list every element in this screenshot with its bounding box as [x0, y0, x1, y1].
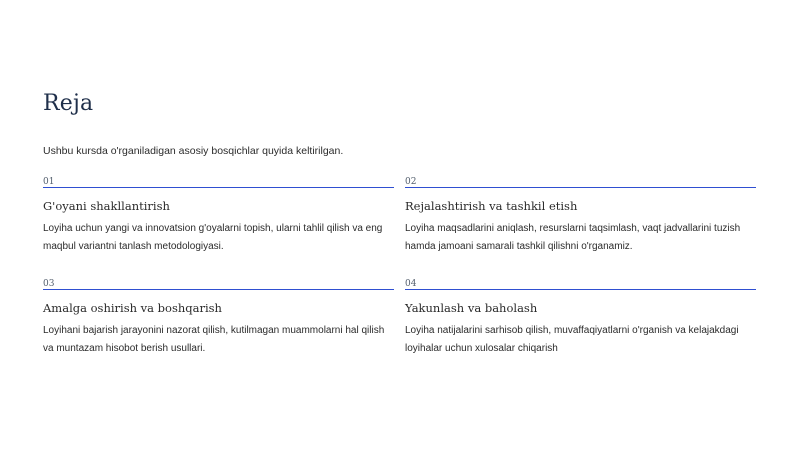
step-divider	[43, 289, 394, 290]
step-title: G'oyani shakllantirish	[43, 199, 170, 213]
step-number: 04	[405, 279, 417, 289]
step-description: Loyiha uchun yangi va innovatsion g'oyalarni topish, ularni tahlil qilish va eng maqbul variantni tanlash metodologiyasi.	[43, 223, 383, 252]
step-number: 03	[43, 279, 55, 289]
step-number: 01	[43, 177, 55, 187]
step-card-4	[405, 279, 756, 358]
step-number: 02	[405, 177, 417, 187]
step-card-2	[405, 177, 756, 256]
step-card-3	[43, 279, 394, 358]
step-title: Amalga oshirish va boshqarish	[43, 301, 222, 315]
page-title: Reja	[43, 91, 94, 116]
step-divider	[43, 187, 394, 188]
step-description: Loyiha natijalarini sarhisob qilish, muvaffaqiyatlarni o'rganish va kelajakdagi loyihalar uchun xulosalar chiqarish	[405, 325, 739, 354]
step-card-1	[43, 177, 394, 256]
step-divider	[405, 187, 756, 188]
step-divider	[405, 289, 756, 290]
step-title: Rejalashtirish va tashkil etish	[405, 199, 578, 213]
page-subtitle: Ushbu kursda o'rganiladigan asosiy bosqichlar quyida keltirilgan.	[43, 145, 344, 157]
step-description: Loyiha maqsadlarini aniqlash, resurslarni taqsimlash, vaqt jadvallarini tuzish hamda jamoani samarali tashkil qilishni o'rganamiz.	[405, 223, 741, 252]
step-description: Loyihani bajarish jarayonini nazorat qilish, kutilmagan muammolarni hal qilish va muntazam hisobot berish usullari.	[43, 325, 385, 354]
step-title: Yakunlash va baholash	[405, 301, 538, 315]
